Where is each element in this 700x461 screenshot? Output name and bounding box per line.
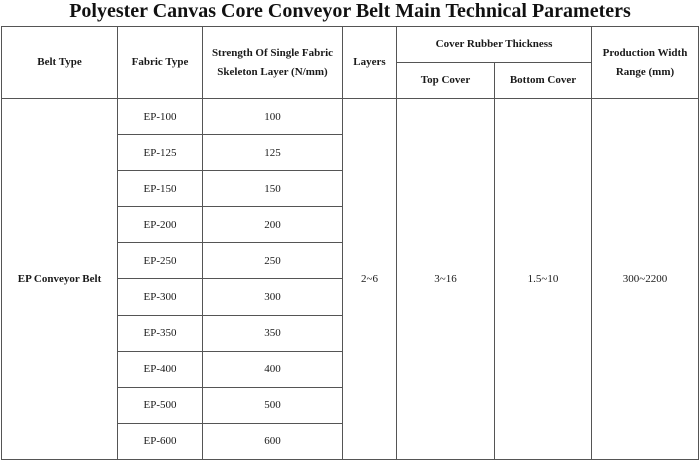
header-fabric-type: Fabric Type [118, 27, 203, 99]
fabric-type-cell: EP-100 [118, 99, 203, 135]
table-row [2, 99, 699, 135]
bottom-cover-cell: 1.5~10 [495, 99, 592, 460]
header-bottom-cover: Bottom Cover [495, 63, 592, 99]
header-cover-thickness: Cover Rubber Thickness [397, 27, 592, 63]
fabric-type-cell: EP-150 [118, 171, 203, 207]
strength-cell: 125 [203, 135, 343, 171]
header-strength [203, 27, 343, 99]
fabric-type-cell: EP-600 [118, 423, 203, 459]
fabric-type-cell: EP-400 [118, 351, 203, 387]
fabric-type-cell: EP-125 [118, 135, 203, 171]
header-width-line1: Production Width [602, 46, 688, 59]
strength-cell: 250 [203, 243, 343, 279]
header-width-line2: Range (mm) [615, 65, 675, 78]
width-range-cell: 300~2200 [592, 99, 699, 460]
strength-cell: 500 [203, 387, 343, 423]
page-title: Polyester Canvas Core Conveyor Belt Main Technical Parameters [69, 0, 631, 22]
fabric-type-cell: EP-350 [118, 315, 203, 351]
belt-type-cell: EP Conveyor Belt [2, 99, 118, 460]
header-strength-line1: Strength Of Single Fabric [211, 46, 334, 59]
header-top-cover: Top Cover [397, 63, 495, 99]
strength-cell: 350 [203, 315, 343, 351]
fabric-type-cell: EP-500 [118, 387, 203, 423]
fabric-type-cell: EP-200 [118, 207, 203, 243]
header-row [2, 27, 699, 63]
header-strength-line2: Skeleton Layer (N/mm) [217, 65, 328, 78]
fabric-type-cell: EP-300 [118, 279, 203, 315]
strength-cell: 400 [203, 351, 343, 387]
fabric-type-cell: EP-250 [118, 243, 203, 279]
table-body [2, 99, 699, 460]
strength-cell: 600 [203, 423, 343, 459]
header-width-range [592, 27, 699, 99]
top-cover-cell: 3~16 [397, 99, 495, 460]
layers-cell: 2~6 [343, 99, 397, 460]
strength-cell: 300 [203, 279, 343, 315]
header-layers: Layers [343, 27, 397, 99]
parameters-table [1, 26, 699, 460]
strength-cell: 100 [203, 99, 343, 135]
strength-cell: 150 [203, 171, 343, 207]
header-belt-type: Belt Type [2, 27, 118, 99]
strength-cell: 200 [203, 207, 343, 243]
